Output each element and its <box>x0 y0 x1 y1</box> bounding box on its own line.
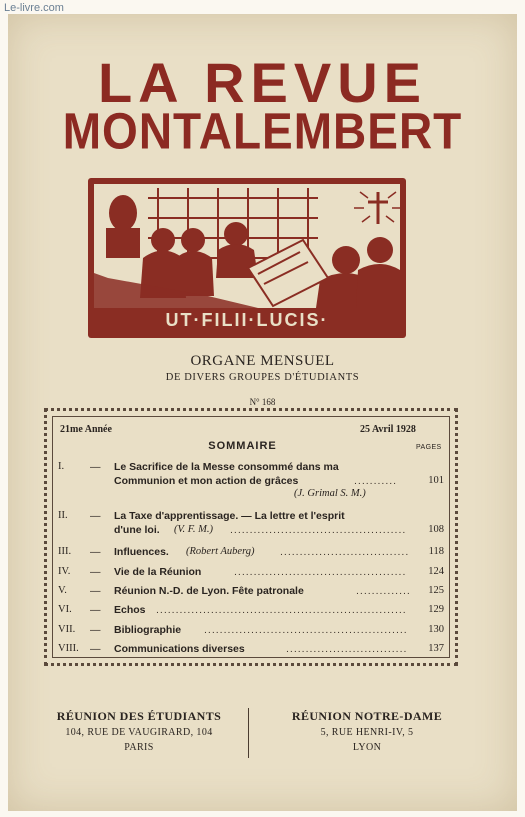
toc-leader: ............................................. <box>230 524 407 536</box>
toc-title: Vie de la Réunion <box>114 566 202 578</box>
toc-leader: ........... <box>354 475 398 487</box>
toc-title: Influences. <box>114 546 169 558</box>
toc-num: VI. <box>58 604 72 615</box>
toc-num: III. <box>58 546 72 557</box>
toc-dash: — <box>90 604 101 616</box>
groupes-etudiants: DE DIVERS GROUPES D'ÉTUDIANTS <box>165 372 360 383</box>
title-line-1: LA REVUE <box>97 51 428 114</box>
footer-right-name: RÉUNION NOTRE-DAME <box>291 709 443 723</box>
toc-dash: — <box>90 624 101 636</box>
toc-title: Echos <box>114 604 146 616</box>
organe-mensuel: ORGANE MENSUEL <box>190 353 335 369</box>
pages-label: PAGES <box>416 444 442 451</box>
toc-dash: — <box>90 510 101 522</box>
toc-num: V. <box>58 585 67 596</box>
toc-dash: — <box>90 643 101 655</box>
toc-num: IV. <box>58 566 71 577</box>
toc-author: (V. F. M.) <box>174 524 213 535</box>
toc-leader: .................................................... <box>204 624 408 636</box>
toc-title-cont: d'une loi. <box>114 524 160 536</box>
toc-num: VII. <box>58 624 76 635</box>
footer-right-city: LYON <box>352 742 382 753</box>
toc-dash: — <box>90 585 101 597</box>
toc-page: 125 <box>428 585 444 596</box>
title-line-2: MONTALEMBERT <box>62 102 463 160</box>
toc-title-cont: Communion et mon action de grâces <box>114 475 299 487</box>
toc-title: Communications diverses <box>114 643 245 655</box>
issue-number: N° 168 <box>249 397 276 407</box>
issue-year: 21me Année <box>60 424 112 435</box>
sommaire-heading: SOMMAIRE <box>208 440 277 452</box>
footer-right-address: 5, RUE HENRI-IV, 5 <box>320 727 414 738</box>
toc-title: Bibliographie <box>114 624 182 636</box>
toc-num: II. <box>58 510 68 521</box>
footer-left-city: PARIS <box>124 742 154 753</box>
contents-frame-inner <box>52 416 450 658</box>
toc-author: (J. Grimal S. M.) <box>294 488 366 499</box>
toc-leader: ................................. <box>280 546 410 558</box>
toc-num: I. <box>58 461 65 472</box>
toc-leader: ................................................................ <box>156 604 407 616</box>
toc-leader: ............................................ <box>234 566 407 578</box>
toc-page: 101 <box>428 475 444 486</box>
footer-left-name: RÉUNION DES ÉTUDIANTS <box>56 709 222 723</box>
toc-dash: — <box>90 566 101 578</box>
watermark: Le-livre.com <box>4 2 64 14</box>
toc-author: (Robert Auberg) <box>186 546 255 557</box>
toc-title: Réunion N.-D. de Lyon. Fête patronale <box>114 585 304 597</box>
toc-dash: — <box>90 546 101 558</box>
toc-leader: .............. <box>356 585 411 597</box>
footer-left-address: 104, RUE DE VAUGIRARD, 104 <box>65 727 213 738</box>
toc-num: VIII. <box>58 643 79 654</box>
toc-page: 129 <box>428 604 444 615</box>
toc-page: 108 <box>428 524 444 535</box>
toc-title: La Taxe d'apprentissage. — La lettre et l'esprit <box>114 510 345 522</box>
toc-title: Le Sacrifice de la Messe consommé dans ma <box>114 461 339 473</box>
toc-page: 118 <box>428 546 444 557</box>
toc-page: 124 <box>428 566 444 577</box>
toc-page: 130 <box>428 624 444 635</box>
issue-date: 25 Avril 1928 <box>360 424 416 435</box>
toc-page: 137 <box>428 643 444 654</box>
plate-motto: UT·FILII·LUCIS· <box>165 310 329 330</box>
toc-dash: — <box>90 461 101 473</box>
toc-leader: ............................... <box>286 643 408 655</box>
